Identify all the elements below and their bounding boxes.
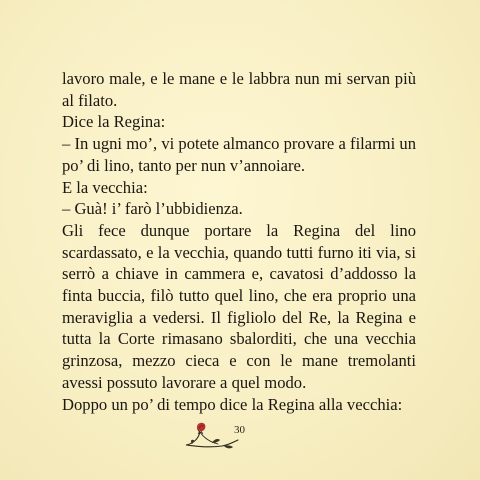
paragraph-4: E la vecchia:: [62, 177, 148, 197]
page-number: 30: [234, 424, 245, 436]
paragraph-1: lavoro male, e le mane e le labbra nun mi servan più al filato.: [62, 69, 416, 110]
paragraph-5: – Guà! i’ farò l’ubbidienza.: [62, 199, 243, 219]
page-footer: [178, 418, 298, 458]
paragraph-3: – In ugni mo’, vi potete almanco provare a filarmi un po’ di lino, tanto per nun v’annoiare.: [62, 134, 416, 175]
paragraph-7: Doppo un po’ di tempo dice la Regina alla vecchia:: [62, 394, 403, 414]
paragraph-6: Gli fece dunque portare la Regina del lino scardassato, e la vecchia, quando tutti furno iti via, si serrò a chiave in cammera e, cavatosi d’addosso la finta buccia, filò tutto quel lino, che era proprio una meraviglia a vedersi. Il figliolo del Re, la Regina e tutta la Corte rimasano sbalorditi, che una vecchia grinzosa, mezzo cieca e con le mane tremolanti avessi possuto lavorare a quel modo.: [62, 220, 416, 392]
rose-vine-ornament-icon: [178, 418, 258, 458]
paragraph-2: Dice la Regina:: [62, 112, 166, 132]
page-body-text: [62, 68, 416, 415]
